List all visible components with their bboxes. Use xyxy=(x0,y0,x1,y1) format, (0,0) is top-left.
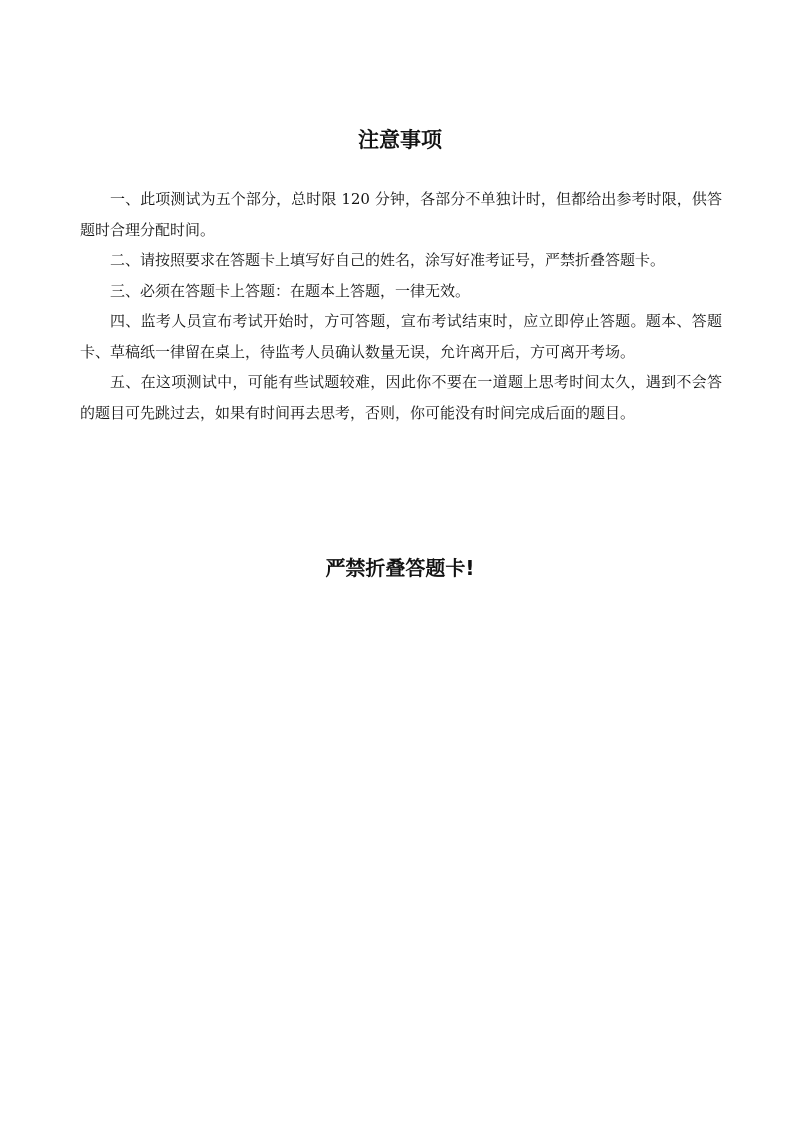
warning-heading: 严禁折叠答题卡! xyxy=(325,556,475,580)
notice-item-2: 二、请按照要求在答题卡上填写好自己的姓名，涂写好准考证号，严禁折叠答题卡。 xyxy=(110,251,666,269)
page-title: 注意事项 xyxy=(358,128,442,152)
notice-item-4: 四、监考人员宣布考试开始时，方可答题，宣布考试结束时，应立即停止答题。题本、答题卡、草稿纸一律留在桌上，待监考人员确认数量无误，允许离开后，方可离开考场。 xyxy=(80,312,722,361)
notice-item-5: 五、在这项测试中，可能有些试题较难，因此你不要在一道题上思考时间太久，遇到不会答的题目可先跳过去，如果有时间再去思考，否则，你可能没有时间完成后面的题目。 xyxy=(80,373,722,422)
notice-list xyxy=(80,184,722,428)
notice-item-1: 一、此项测试为五个部分，总时限 120 分钟，各部分不单独计时，但都给出参考时限，供答题时合理分配时间。 xyxy=(80,190,722,239)
notice-item-3: 三、必须在答题卡上答题：在题本上答题，一律无效。 xyxy=(110,281,471,300)
